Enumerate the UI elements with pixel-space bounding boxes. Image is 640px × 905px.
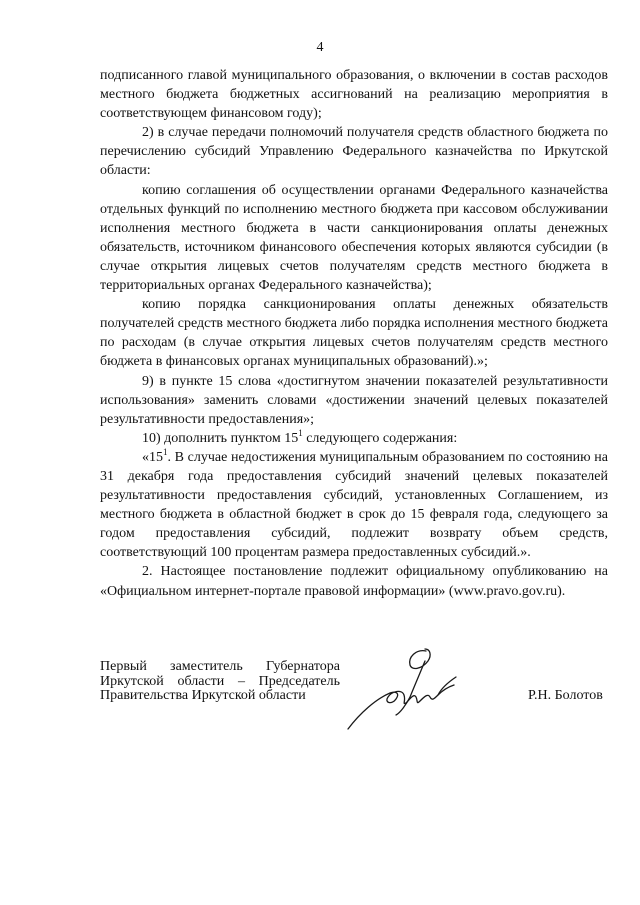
signatory-position-line-2: Иркутской области – Председатель — [100, 673, 340, 689]
signatory-position — [100, 660, 340, 704]
paragraph-1: подписанного главой муниципального образования, о включении в состав расходов местного бюджета бюджетных ассигнований на реализацию мероприятия в соответствующем финансовом году); — [100, 68, 608, 122]
paragraph-5: 9) в пункте 15 слова «достигнутом значении показателей результативности использования» заменить словами «достижении значений целевых показателей результативности предоставления»; — [100, 373, 608, 427]
paragraph-6-superscript: 1 — [298, 427, 303, 438]
body-text — [100, 66, 608, 601]
paragraph-3: копию соглашения об осуществлении органами Федерального казначейства отдельных функций по исполнению местного бюджета при кассовом обслуживании исполнения местного бюджета в части санкционирования оплаты денежных обязательств, источником финансового обеспечения которых являются субсидии (в случае открытия лицевых счетов получателям средств местного бюджета в территориальных органах Федерального казначейства); — [100, 182, 608, 294]
paragraph-7-superscript: 1 — [163, 446, 168, 457]
signatory-name: Р.Н. Болотов — [528, 688, 603, 703]
handwritten-signature — [330, 643, 470, 733]
page-number: 4 — [316, 40, 324, 55]
paragraph-6-after: следующего содержания: — [302, 430, 458, 446]
signatory-position-line-3: Правительства Иркутской области — [100, 688, 306, 703]
paragraph-7-after: . В случае недостижения муниципальным образованием по состоянию на 31 декабря года предоставления субсидий значений целевых показателей результативности предоставления субсидий, установленных Соглашением, из местного бюджета в областной бюджет в срок до 15 февраля года, следующего за годом предоставления субсидий, подлежит возврату объем средств, соответствующий 100 процентам размера предоставленных субсидий.». — [100, 449, 608, 561]
paragraph-2: 2) в случае передачи полномочий получателя средств областного бюджета по перечислению субсидий Управлению Федерального казначейства по Иркутской области: — [100, 125, 608, 179]
signatory-position-line-1: Первый заместитель Губернатора — [100, 659, 340, 674]
paragraph-6-before: 10) дополнить пунктом 15 — [142, 430, 299, 446]
paragraph-4: копию порядка санкционирования оплаты денежных обязательств получателей средств местного бюджета либо порядка исполнения местного бюджета по расходам (в случае открытия лицевых счетов получателям средств местного бюджета в финансовых органах муниципальных образований).»; — [100, 297, 608, 370]
paragraph-8: 2. Настоящее постановление подлежит официальному опубликованию на «Официальном интернет-портале правовой информации» (www.pravo.gov.ru). — [100, 564, 608, 599]
paragraph-7 — [100, 448, 608, 563]
paragraph-7-before: «15 — [142, 449, 163, 465]
paragraph-6 — [100, 429, 608, 448]
